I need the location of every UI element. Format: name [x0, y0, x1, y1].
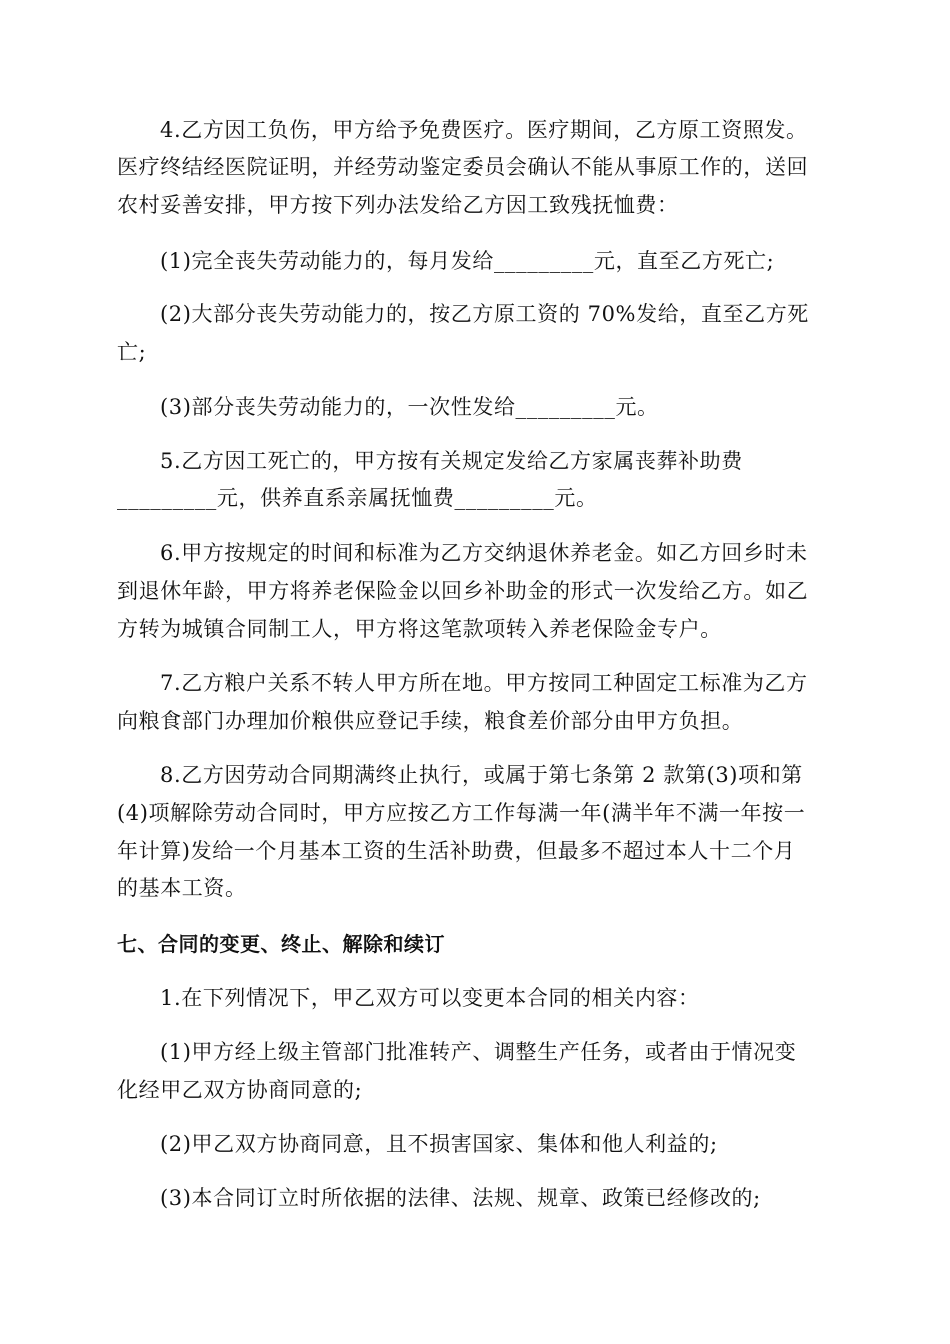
clause-6-4-line-3: 农村妥善安排，甲方按下列办法发给乙方因工致残抚恤费： — [117, 193, 679, 217]
clause-6-6-line-3: 方转为城镇合同制工人，甲方将这笔款项转入养老保险金专户。 — [117, 617, 722, 641]
clause-7-1: 1.在下列情况下，甲乙双方可以变更本合同的相关内容： — [160, 986, 700, 1010]
clause-6-4-sub-2-line-2: 亡; — [117, 340, 147, 364]
clause-6-6-line-2: 到退休年龄，甲方将养老保险金以回乡补助金的形式一次发给乙方。如乙 — [117, 579, 809, 603]
clause-7-1-sub-3: (3)本合同订立时所依据的法律、法规、规章、政策已经修改的; — [160, 1186, 761, 1210]
clause-6-8-line-1: 8.乙方因劳动合同期满终止执行，或属于第七条第 2 款第(3)项和第 — [160, 763, 803, 787]
clause-6-4-sub-3: (3)部分丧失劳动能力的，一次性发给_________元。 — [160, 395, 659, 419]
clause-6-5-line-1: 5.乙方因工死亡的，甲方按有关规定发给乙方家属丧葬补助费 — [160, 449, 743, 473]
clause-6-4-line-2: 医疗终结经医院证明，并经劳动鉴定委员会确认不能从事原工作的，送回 — [117, 155, 809, 179]
clause-6-8-line-3: 年计算)发给一个月基本工资的生活补助费，但最多不超过本人十二个月 — [117, 839, 796, 863]
clause-6-8-line-4: 的基本工资。 — [117, 876, 247, 900]
section-7-heading: 七、合同的变更、终止、解除和续订 — [117, 932, 445, 956]
clause-6-5-line-2: _________元，供养直系亲属抚恤费_________元。 — [117, 486, 598, 510]
clause-6-7-line-2: 向粮食部门办理加价粮供应登记手续，粮食差价部分由甲方负担。 — [117, 709, 744, 733]
clause-6-4-line-1: 4.乙方因工负伤，甲方给予免费医疗。医疗期间，乙方原工资照发。 — [160, 118, 808, 142]
clause-6-8-line-2: (4)项解除劳动合同时，甲方应按乙方工作每满一年(满半年不满一年按一 — [117, 801, 806, 825]
clause-6-4-sub-1: (1)完全丧失劳动能力的，每月发给_________元，直至乙方死亡; — [160, 249, 775, 273]
clause-7-1-sub-2: (2)甲乙双方协商同意，且不损害国家、集体和他人利益的; — [160, 1132, 718, 1156]
clause-6-4-sub-2-line-1: (2)大部分丧失劳动能力的，按乙方原工资的 70%发给，直至乙方死 — [160, 302, 809, 326]
clause-6-7-line-1: 7.乙方粮户关系不转人甲方所在地。甲方按同工种固定工标准为乙方 — [160, 671, 808, 695]
clause-6-6-line-1: 6.甲方按规定的时间和标准为乙方交纳退休养老金。如乙方回乡时未 — [160, 541, 808, 565]
clause-7-1-sub-1-line-2: 化经甲乙双方协商同意的; — [117, 1078, 363, 1102]
clause-7-1-sub-1-line-1: (1)甲方经上级主管部门批准转产、调整生产任务，或者由于情况变 — [160, 1040, 797, 1064]
